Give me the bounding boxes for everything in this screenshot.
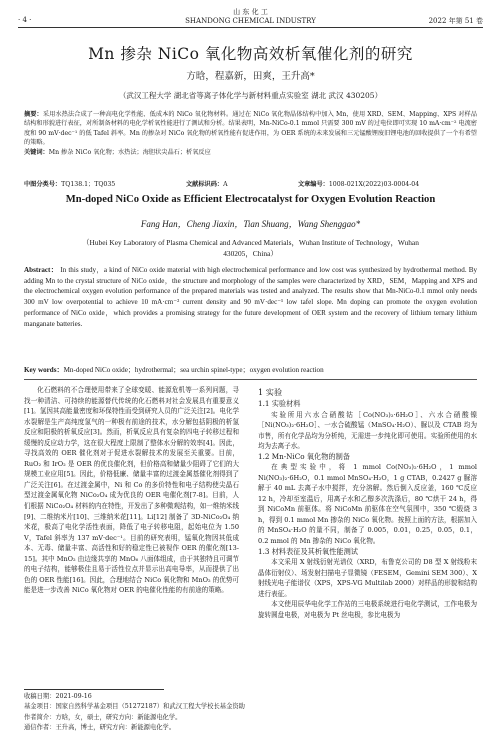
en-keywords-text: Mn-doped NiCo oxide；hydrothermal；sea urchin spinel-type；oxygen evolution reaction: [63, 366, 324, 374]
section-1-3-text-2: 本文使用辰华电化学工作站的三电极系统进行电化学测试，工作电极为旋转圆盘电极，对电极为 Pt 丝电极，参比电极为: [258, 600, 477, 619]
en-title: Mn-doped NiCo Oxide as Efficient Electrocatalyst for Oxygen Evolution Reaction: [65, 194, 436, 205]
journal-name-cn: 山 东 化 工: [233, 8, 268, 16]
article-no-label: 文章编号：: [297, 181, 329, 188]
page-header: [18, 8, 483, 28]
footnote: [24, 692, 477, 733]
en-abstract: [24, 265, 477, 329]
body-divider: [24, 379, 477, 380]
header-divider: [18, 27, 483, 28]
cn-abstract: [24, 110, 477, 157]
en-affiliation: （Hubei Key Laboratory of Plasma Chemical and Advanced Materials，Wuhan Institute of Technology，Wuhan 430205，China）: [82, 238, 419, 258]
en-abstract-text: In this study，a kind of NiCo oxide material with high electrochemical performance and low cost was synthesized by hydrothermal method. By adding Mn to the crystal structure of NiCo oxide，the structure and morphology of the samples were characterized by XRD，SEM，Mapping and XPS and the electrochemical oxygen evolution performance of the prepared materials was tested and analyzed. The results show that Mn-NiCo-0.1 mmol only needs 300 mV low overpotential to achieve 10 mA·cm⁻² current density and 90 mV·dec⁻¹ low tafel slope. Mn doping can promote the oxygen evolution performance of NiCo oxide，which provides a promising strategy for the future development of OER system and the recovery of lithium ternary lithium manganate batteries.: [24, 266, 478, 328]
doc-code-label: 文献标识码：: [185, 181, 224, 188]
cn-authors: 方晗，程嘉新，田爽，王升高*: [186, 71, 315, 82]
section-1-1-title: 1.1 实验材料: [258, 399, 301, 408]
fund-info: 基金项目：国家自然科学基金项目（51272187）和武汉工程大学校长基金资助: [24, 703, 245, 711]
intro-paragraph: 化石燃料的不合理使用带来了全球变暖、能源危机等一系列问题，寻找一种清洁、可持续的能源替代传统的化石燃料对社会发展具有重要意义[1]。氢因其高能量密度和环保特性而受到研究人员的广泛关注[2]。电化学水裂解是生产高纯度氢气的一种极有前途的技术，水分解包括阴极的析氢反应和阳极的析氧反应[3]。然而，析氧反应具有复杂的四电子转移过程和缓慢的反应动力学，这在很大程度上限制了整体水分解的效率[4]。因此，寻找高效的 OER 催化剂对于促进水裂解技术的发展至关重要。目前，RuO₂ 和 IrO₂ 是 OER 的优良催化剂，但价格高和储量少阻碍了它们的大规模工业应用[5]。因此，价格低廉、储量丰富的过渡金属基催化剂得到了广泛关注[6]。在过渡金属中，Ni 和 Co 的多价特性和电子结构使尖晶石型过渡金属氧化物 NiCo₂O₄ 成为优良的 OER 电催化剂[7-8]。目前，人们根据 NiCo₂O₄ 材料的内在特性，开发出了多种微观结构，如一维纳米线[9]、二维纳米片[10]、三维纳米花[11]。Li[12] 制备了 3D-NiCo₂O₄ 纳米花，极高了电化学活性表面，降低了电子转移电阻，起始电位为 1.50 V，Tafel 斜率为 137 mV·dec⁻¹。目前的研究表明，锰氧化物因其低成本、无毒、储量丰富、高活性和好的稳定性已被视作 OER 的催化剂[13-15]。其中 MnO₂ 由边缘共享的 MnO₆ 八面体组成，由于其独特且可调节的电子结构，能够极佳且易于活性位点并显示出高电导率，从而提供了出色的 OER 性能[16]。因此，合理地结合 NiCo 氧化物和 MnO₂ 的优势可能是进一步改善 NiCo 氧化物对 OER 的电催化性能的有前途的策略。: [24, 386, 239, 595]
cn-affiliation: （武汉工程大学 湖北省等离子体化学与新材料重点实验室 湖北 武汉 430205）: [118, 91, 383, 100]
cn-abstract-text: 采用水热法合成了一种高电化学性能、低成本的 NiCo 氧化物材料。通过在 NiCo 氧化物晶体结构中加入 Mn，使用 XRD、SEM、Mapping、XPS 对样品结构和形貌进行表征，对所制备材料的电化学析氧性能进行了测试和分析。结果表明，Mn-NiCo-0.1 mmol 只需要 300 mV 的过电位即可实现 10 mA·cm⁻² 电流密度和 90 mV·dec⁻¹ 的低 Tafel 斜率。Mn 的掺杂对 NiCo 氧化物的析氧性能有促进作用，为 OER 系统的未来发展和三元锰酸锂废旧锂电池的回收提供了一个有希望的策略。: [24, 111, 477, 147]
doc-code-value: A: [223, 181, 228, 188]
body-left-column: [24, 385, 239, 596]
classification-line: [24, 179, 477, 188]
journal-name-en: SHANDONG CHEMICAL INDUSTRY: [185, 17, 316, 25]
en-authors: Fang Han，Cheng Jiaxin，Tian Shuang，Wang Shenggao*: [140, 219, 361, 229]
author-intro: 作者简介：方晗，女，硕士，研究方向：新能源电化学。: [24, 713, 182, 721]
section-1-2-text: 在典型实验中，将 1 mmol Co(NO₃)₂·6H₂O，1 mmol Ni(NO₃)₂·6H₂O，0.1 mmol MnSO₄·H₂O，1 g CTAB，0.2427 g 脲溶解于 40 mL 去离子水中搅拌，充分溶解。然后倒入反应釜，160 ℃反应 12 h，冷却至室温后，用离子水和乙醇多次洗涤后，80 ℃烘干 24 h，得到 NiCoMn 前驱体。将 NiCoMn 前驱体在空气氛围中，350 ℃煅烧 3 h，得到 0.1 mmol Mn 掺杂的 NiCo 氧化物。按照上面的方法，根据加入的 MnSO₄·H₂O 的量不同，制备了 0.005，0.01，0.25，0.05，0.1，0.2 mmol 的 Mn 掺杂的 NiCo 氧化物。: [258, 463, 477, 546]
section-1-title: 1 实验: [258, 387, 283, 397]
body-right-column: [258, 385, 477, 620]
issue-info: 2022 年第 51 卷: [428, 17, 483, 25]
cn-title: Mn 掺杂 NiCo 氧化物高效析氧催化剂的研究: [88, 45, 413, 63]
article-no-value: 1008-021X(2022)03-0004-04: [328, 181, 420, 188]
en-keywords-label: Key words：: [24, 366, 64, 374]
en-abstract-label: Abstract：: [24, 266, 59, 274]
clc-label: 中图分类号：: [24, 181, 62, 188]
corresponding-author: 通信作者：王升高，博士，研究方向：新能源电化学。: [24, 723, 176, 731]
section-1-3-text-1: 本文采用 X 射线衍射光谱仪（XRD，布鲁克公司的 D8 型 X 射线粉末晶体衍射仪）、场发射扫描电子显微镜（FESEM，Gemini SEM 300）、X 射线光电子能谱仪（XPS，XPS-VG Multilab 2000）对样品的形貌和结构进行表征。: [258, 558, 477, 598]
cn-keywords-label: 关键词：: [24, 148, 49, 156]
section-1-3-title: 1.3 材料表征及其析氧性能测试: [258, 546, 358, 556]
footnote-divider: [24, 689, 164, 690]
section-1-2-title: 1.2 Mn-NiCo 氧化物的制备: [258, 451, 350, 461]
journal-name: [18, 8, 483, 26]
page-number: · 4 ·: [18, 16, 32, 24]
clc-value: TQ138.1；TQ035: [61, 181, 116, 188]
section-1-1-text: 实验所用六水合硝酸钴［Co(NO₃)₂·6H₂O］、六水合硝酸镍［Ni(NO₃)₂·6H₂O］、一水合硫酸锰（MnSO₄·H₂O）、脲以及 CTAB 均为市售，所有化学品均为分析纯，无需进一步纯化即可使用。实验所使用的水均为去离子水。: [258, 410, 477, 451]
received-date: 收稿日期：2021-09-16: [24, 693, 92, 700]
cn-keywords: Mn 掺杂 NiCo 氧化物；水热法；海胆状尖晶石；析氧反应: [48, 148, 211, 156]
cn-abstract-label: 摘要：: [24, 111, 43, 118]
en-keywords: [24, 365, 477, 375]
